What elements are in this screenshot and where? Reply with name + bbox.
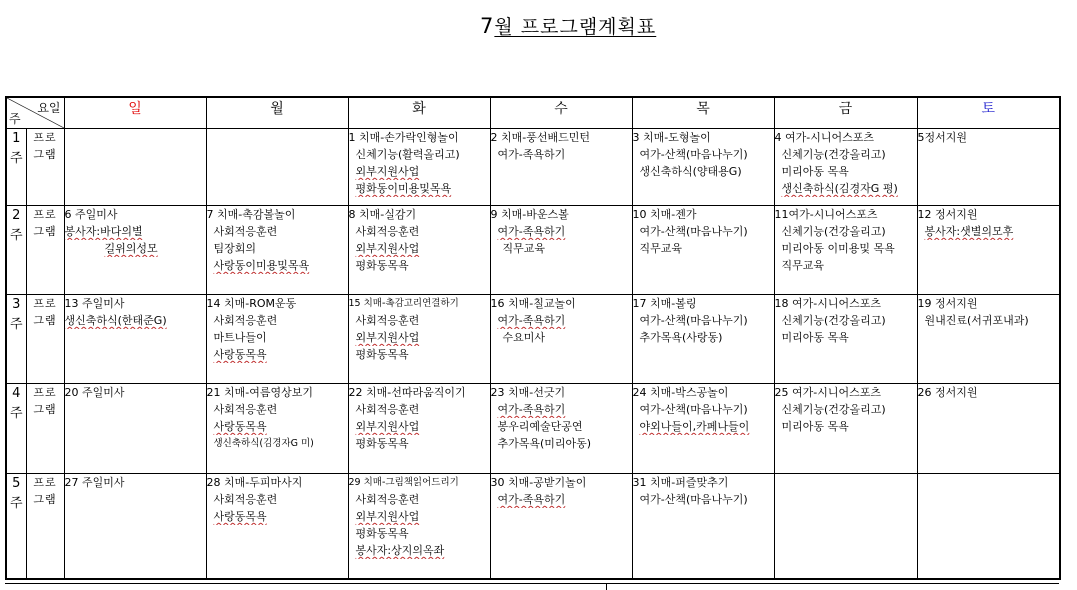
day-cell bbox=[774, 295, 917, 384]
program-label: 프로 그램 bbox=[26, 129, 64, 206]
schedule-entry: 평화동목욕 bbox=[355, 259, 409, 272]
week-row-3 bbox=[6, 295, 1060, 384]
week-row-2 bbox=[6, 206, 1060, 295]
day-cell bbox=[206, 129, 348, 206]
schedule-entry: 여가-산책(마음나누기) bbox=[639, 148, 748, 161]
day-cell bbox=[348, 384, 490, 474]
schedule-entry: 마트나들이 bbox=[213, 331, 267, 344]
day-header-sat: 토 bbox=[917, 97, 1060, 129]
schedule-entry: 2 치매-풍선배드민턴 bbox=[490, 131, 590, 144]
schedule-entry: 22 치매-선따라움직이기 bbox=[348, 386, 466, 399]
schedule-entry: 12 정서지원 bbox=[917, 208, 978, 221]
schedule-entry: 평화동이미용및목욕 bbox=[355, 182, 452, 195]
day-cell bbox=[632, 206, 774, 295]
schedule-entry: 봉사자:상지의옥좌 bbox=[355, 544, 445, 557]
schedule-entry: 사회적응훈련 bbox=[355, 314, 420, 327]
day-cell bbox=[490, 295, 632, 384]
schedule-entry: 미리아동 목욕 bbox=[781, 165, 849, 178]
schedule-entry: 15 치매-촉감고리연결하기 bbox=[348, 298, 459, 309]
corner-header bbox=[6, 97, 64, 129]
day-cell bbox=[917, 206, 1060, 295]
schedule-entry: 신체기능(활력올리고) bbox=[355, 148, 460, 161]
day-cell bbox=[632, 474, 774, 579]
schedule-entry: 25 여가-시니어스포츠 bbox=[774, 386, 881, 399]
title-rest: 월 프로그램계획표 bbox=[494, 16, 657, 38]
schedule-entry: 평화동목욕 bbox=[355, 527, 409, 540]
schedule-entry: 11여가-시니어스포츠 bbox=[774, 208, 878, 221]
schedule-entry: 여가-산책(마음나누기) bbox=[639, 493, 748, 506]
day-cell bbox=[206, 474, 348, 579]
day-cell bbox=[632, 384, 774, 474]
program-label: 프로 그램 bbox=[26, 384, 64, 474]
schedule-entry: 16 치매-칠교놀이 bbox=[490, 297, 576, 310]
week-row-4 bbox=[6, 384, 1060, 474]
day-cell bbox=[64, 295, 206, 384]
title-month: 7 bbox=[480, 14, 495, 38]
schedule-entry: 신체기능(건강올리고) bbox=[781, 148, 886, 161]
day-cell bbox=[348, 474, 490, 579]
bottom-border-line bbox=[5, 583, 1059, 584]
page-title bbox=[480, 12, 656, 39]
schedule-entry: 생신축하식(한태준G) bbox=[64, 314, 167, 327]
header-row bbox=[6, 97, 1060, 129]
schedule-entry: 직무교육 bbox=[639, 242, 683, 255]
schedule-entry: 여가-족욕하기 bbox=[497, 225, 566, 238]
day-header-wed: 수 bbox=[490, 97, 632, 129]
day-cell bbox=[774, 129, 917, 206]
schedule-entry: 추가목욕(사랑동) bbox=[639, 331, 723, 344]
bottom-divider bbox=[606, 583, 607, 590]
day-cell bbox=[774, 384, 917, 474]
schedule-entry: 여가-족욕하기 bbox=[497, 493, 566, 506]
schedule-entry: 여가-족욕하기 bbox=[497, 403, 566, 416]
day-cell bbox=[632, 295, 774, 384]
program-label: 프로 그램 bbox=[26, 295, 64, 384]
yoil-label: 요일 bbox=[37, 101, 61, 115]
schedule-entry: 미리아동 이미용및 목욕 bbox=[781, 242, 895, 255]
day-cell bbox=[206, 206, 348, 295]
week-label: 1 주 bbox=[6, 129, 26, 206]
day-cell bbox=[206, 384, 348, 474]
schedule-entry: 20 주일미사 bbox=[64, 386, 125, 399]
schedule-entry: 신체기능(건강올리고) bbox=[781, 225, 886, 238]
schedule-entry: 1 치매-손가락인형놀이 bbox=[348, 131, 459, 144]
schedule-entry: 8 치매-실감기 bbox=[348, 208, 417, 221]
ju-label: 주 bbox=[9, 112, 21, 126]
schedule-entry: 봉우리예술단공연 bbox=[497, 420, 583, 433]
schedule-entry: 30 치매-공받기놀이 bbox=[490, 476, 587, 489]
schedule-entry: 13 주일미사 bbox=[64, 297, 125, 310]
schedule-entry: 29 치매-그림책읽어드리기 bbox=[348, 477, 459, 488]
schedule-entry: 외부지원사업 bbox=[355, 420, 420, 433]
schedule-entry: 사회적응훈련 bbox=[355, 225, 420, 238]
schedule-entry: 여가-산책(마음나누기) bbox=[639, 314, 748, 327]
schedule-entry: 원내진료(서귀포내과) bbox=[924, 314, 1029, 327]
day-cell bbox=[917, 129, 1060, 206]
day-header-sun: 일 bbox=[64, 97, 206, 129]
day-cell bbox=[64, 206, 206, 295]
day-cell bbox=[348, 129, 490, 206]
schedule-entry: 신체기능(건강올리고) bbox=[781, 314, 886, 327]
schedule-entry: 3 치매-도형놀이 bbox=[632, 131, 711, 144]
day-header-fri: 금 bbox=[774, 97, 917, 129]
day-cell bbox=[64, 129, 206, 206]
schedule-entry: 23 치매-선긋기 bbox=[490, 386, 566, 399]
schedule-entry: 봉사자:바다의별 bbox=[64, 225, 143, 238]
day-cell bbox=[348, 206, 490, 295]
schedule-entry: 팀장회의 bbox=[213, 242, 257, 255]
day-cell bbox=[774, 474, 917, 579]
schedule-entry: 사회적응훈련 bbox=[213, 314, 278, 327]
schedule-entry: 생신축하식(김경자G 미) bbox=[213, 438, 314, 449]
day-cell bbox=[64, 384, 206, 474]
week-label: 5 주 bbox=[6, 474, 26, 579]
schedule-entry: 17 치매-볼링 bbox=[632, 297, 697, 310]
day-header-mon: 월 bbox=[206, 97, 348, 129]
schedule-entry: 9 치매-바운스볼 bbox=[490, 208, 569, 221]
day-cell bbox=[917, 384, 1060, 474]
schedule-entry: 사회적응훈련 bbox=[213, 493, 278, 506]
schedule-entry: 직무교육 bbox=[781, 259, 825, 272]
week-label: 2 주 bbox=[6, 206, 26, 295]
day-header-tue: 화 bbox=[348, 97, 490, 129]
day-cell bbox=[490, 206, 632, 295]
schedule-entry: 4 여가-시니어스포츠 bbox=[774, 131, 874, 144]
schedule-entry: 사회적응훈련 bbox=[355, 403, 420, 416]
schedule-entry: 여가-족욕하기 bbox=[497, 314, 566, 327]
schedule-entry: 사회적응훈련 bbox=[213, 403, 278, 416]
week-label: 3 주 bbox=[6, 295, 26, 384]
schedule-entry: 야외나들이,카페나들이 bbox=[639, 420, 750, 433]
schedule-entry: 생신축하식(김경자G 평) bbox=[781, 182, 898, 195]
schedule-entry: 신체기능(건강올리고) bbox=[781, 403, 886, 416]
day-cell bbox=[632, 129, 774, 206]
schedule-entry: 7 치매-촉감볼놀이 bbox=[206, 208, 296, 221]
day-cell bbox=[774, 206, 917, 295]
day-cell bbox=[490, 129, 632, 206]
day-cell bbox=[490, 474, 632, 579]
day-cell bbox=[490, 384, 632, 474]
schedule-entry: 사랑동목욕 bbox=[213, 420, 267, 433]
schedule-entry: 19 정서지원 bbox=[917, 297, 978, 310]
day-cell bbox=[64, 474, 206, 579]
schedule-entry: 21 치매-여름영상보기 bbox=[206, 386, 313, 399]
week-row-5 bbox=[6, 474, 1060, 579]
schedule-entry: 사랑동목욕 bbox=[213, 348, 267, 361]
schedule-entry: 외부지원사업 bbox=[355, 242, 420, 255]
schedule-entry: 외부지원사업 bbox=[355, 165, 420, 178]
schedule-entry: 외부지원사업 bbox=[355, 331, 420, 344]
schedule-entry: 여가-족욕하기 bbox=[497, 148, 566, 161]
schedule-entry: 10 치매-젠가 bbox=[632, 208, 697, 221]
week-label: 4 주 bbox=[6, 384, 26, 474]
schedule-entry: 외부지원사업 bbox=[355, 510, 420, 523]
schedule-entry: 직무교육 bbox=[502, 242, 546, 255]
schedule-entry: 여가-산책(마음나누기) bbox=[639, 225, 748, 238]
schedule-entry: 미리아동 목욕 bbox=[781, 331, 849, 344]
day-cell bbox=[206, 295, 348, 384]
schedule-entry: 수요미사 bbox=[502, 331, 546, 344]
schedule-entry: 사랑동목욕 bbox=[213, 510, 267, 523]
schedule-entry: 추가목욕(미리아동) bbox=[497, 437, 592, 450]
schedule-entry: 생신축하식(양태용G) bbox=[639, 165, 742, 178]
schedule-entry: 평화동목욕 bbox=[355, 348, 409, 361]
schedule-entry: 미리아동 목욕 bbox=[781, 420, 849, 433]
program-label: 프로 그램 bbox=[26, 206, 64, 295]
day-header-thu: 목 bbox=[632, 97, 774, 129]
schedule-entry: 평화동목욕 bbox=[355, 437, 409, 450]
schedule-entry: 6 주일미사 bbox=[64, 208, 118, 221]
schedule-entry: 26 정서지원 bbox=[917, 386, 978, 399]
schedule-entry: 사회적응훈련 bbox=[213, 225, 278, 238]
day-cell bbox=[917, 474, 1060, 579]
week-row-1 bbox=[6, 129, 1060, 206]
schedule-entry: 28 치매-두피마사지 bbox=[206, 476, 303, 489]
schedule-entry: 14 치매-ROM운동 bbox=[206, 297, 297, 310]
schedule-entry: 길위의성모 bbox=[104, 242, 158, 255]
schedule-entry: 18 여가-시니어스포츠 bbox=[774, 297, 881, 310]
schedule-table bbox=[5, 96, 1061, 580]
schedule-entry: 24 치매-박스공놀이 bbox=[632, 386, 729, 399]
program-label: 프로 그램 bbox=[26, 474, 64, 579]
schedule-entry: 사회적응훈련 bbox=[355, 493, 420, 506]
day-cell bbox=[348, 295, 490, 384]
schedule-entry: 31 치매-퍼즐맞추기 bbox=[632, 476, 729, 489]
schedule-entry: 봉사자:샛별의모후 bbox=[924, 225, 1014, 238]
day-cell bbox=[917, 295, 1060, 384]
schedule-entry: 사랑동이미용및목욕 bbox=[213, 259, 310, 272]
schedule-entry: 5정서지원 bbox=[917, 131, 968, 144]
schedule-entry: 27 주일미사 bbox=[64, 476, 125, 489]
schedule-entry: 여가-산책(마음나누기) bbox=[639, 403, 748, 416]
